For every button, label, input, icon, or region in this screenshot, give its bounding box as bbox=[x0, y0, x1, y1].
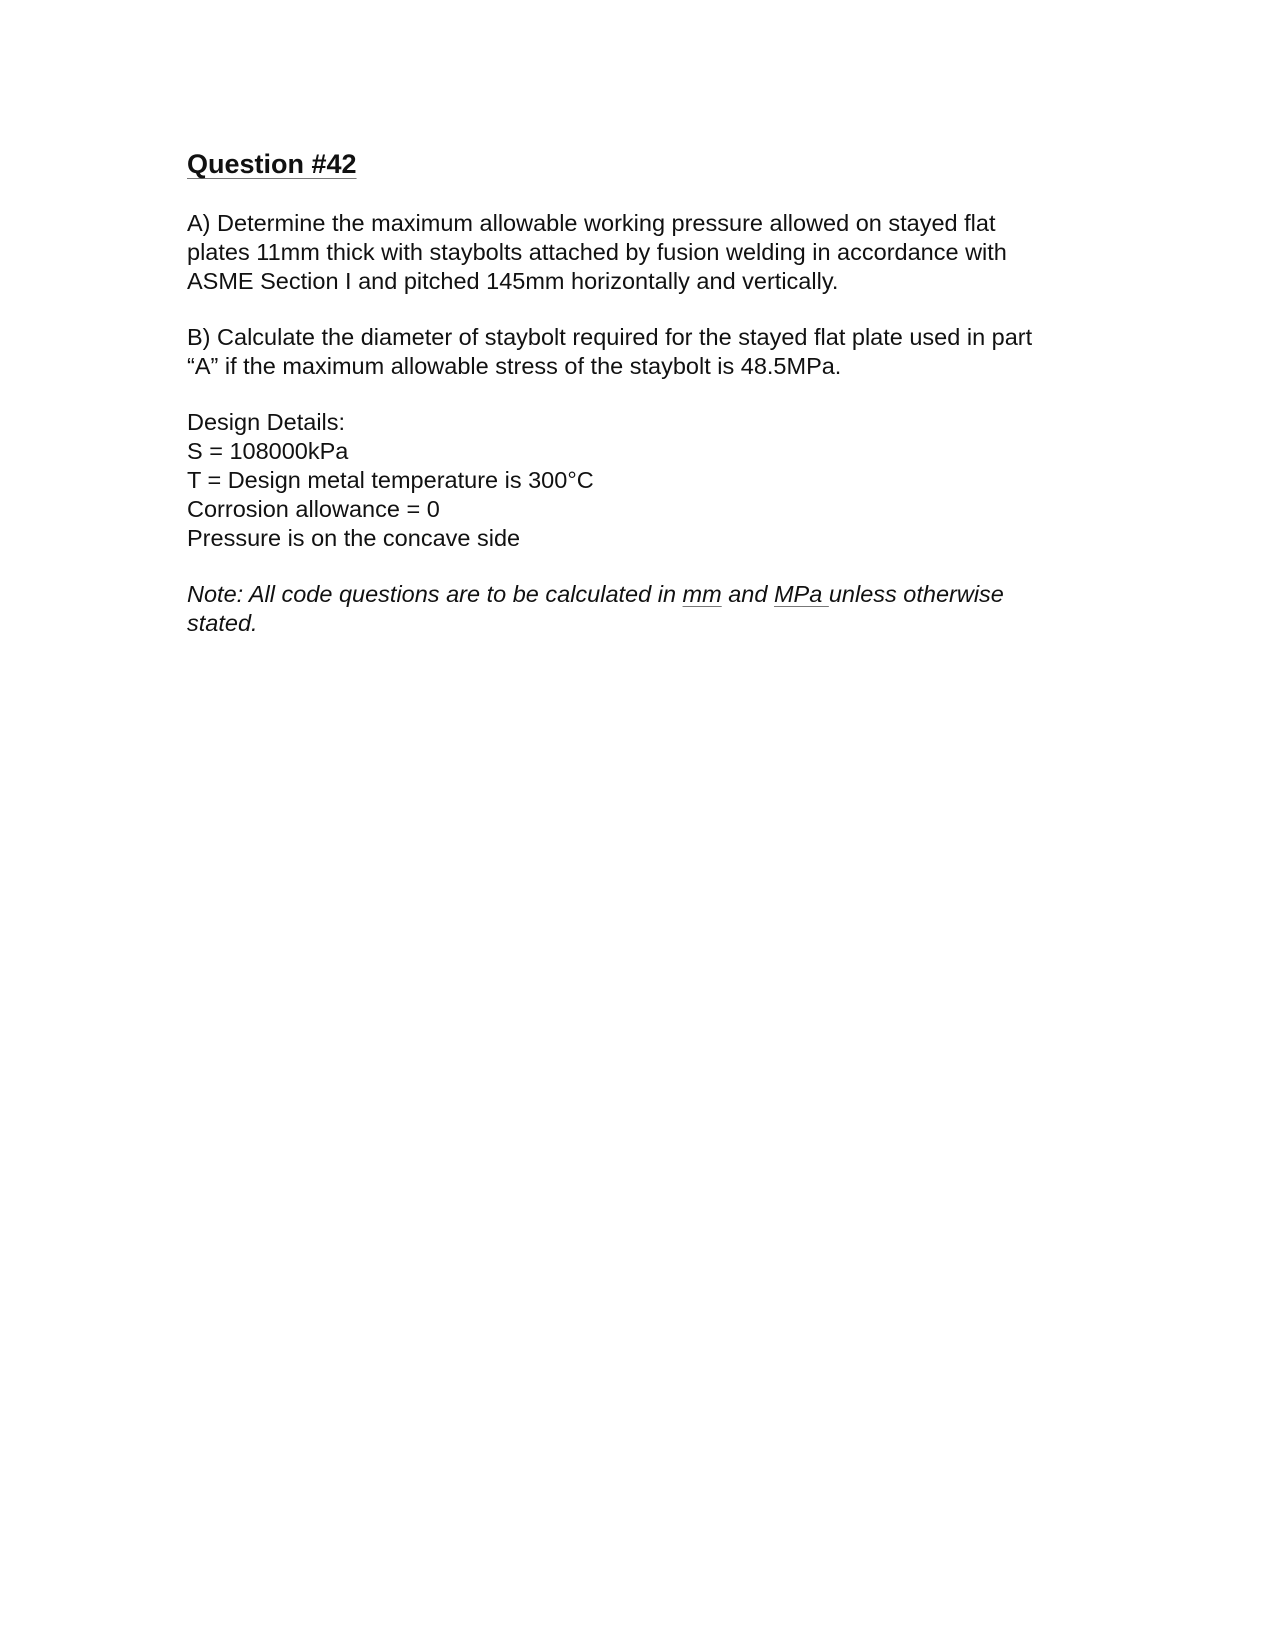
note-line-2: stated. bbox=[187, 610, 258, 637]
part-b-text bbox=[187, 323, 1087, 381]
document-page bbox=[187, 148, 1087, 638]
note-line bbox=[187, 580, 1087, 609]
design-details bbox=[187, 408, 1087, 553]
design-details-heading: Design Details: bbox=[187, 409, 346, 436]
design-detail-item: Corrosion allowance = 0 bbox=[187, 496, 440, 523]
note-unit-mpa: MPa bbox=[773, 581, 829, 608]
note-prefix: Note: All code questions are to be calculated in bbox=[187, 581, 683, 608]
note-text bbox=[187, 580, 1087, 638]
note-suffix: unless otherwise bbox=[828, 581, 1004, 608]
part-b-line: B) Calculate the diameter of staybolt required for the stayed flat plate used in part bbox=[187, 324, 1033, 351]
design-detail-item: T = Design metal temperature is 300°C bbox=[187, 467, 594, 494]
part-a-line: A) Determine the maximum allowable working pressure allowed on stayed flat bbox=[187, 210, 996, 237]
note-middle: and bbox=[721, 581, 774, 608]
part-a-line: ASME Section I and pitched 145mm horizontally and vertically. bbox=[187, 268, 839, 295]
note-unit-mm: mm bbox=[682, 581, 722, 608]
design-detail-item: S = 108000kPa bbox=[187, 438, 349, 465]
part-a-line: plates 11mm thick with staybolts attached by fusion welding in accordance with bbox=[187, 239, 1007, 266]
design-detail-item: Pressure is on the concave side bbox=[187, 525, 521, 552]
part-a-text bbox=[187, 209, 1087, 296]
question-title: Question #42 bbox=[187, 149, 357, 179]
part-b-line: “A” if the maximum allowable stress of the staybolt is 48.5MPa. bbox=[187, 353, 842, 380]
